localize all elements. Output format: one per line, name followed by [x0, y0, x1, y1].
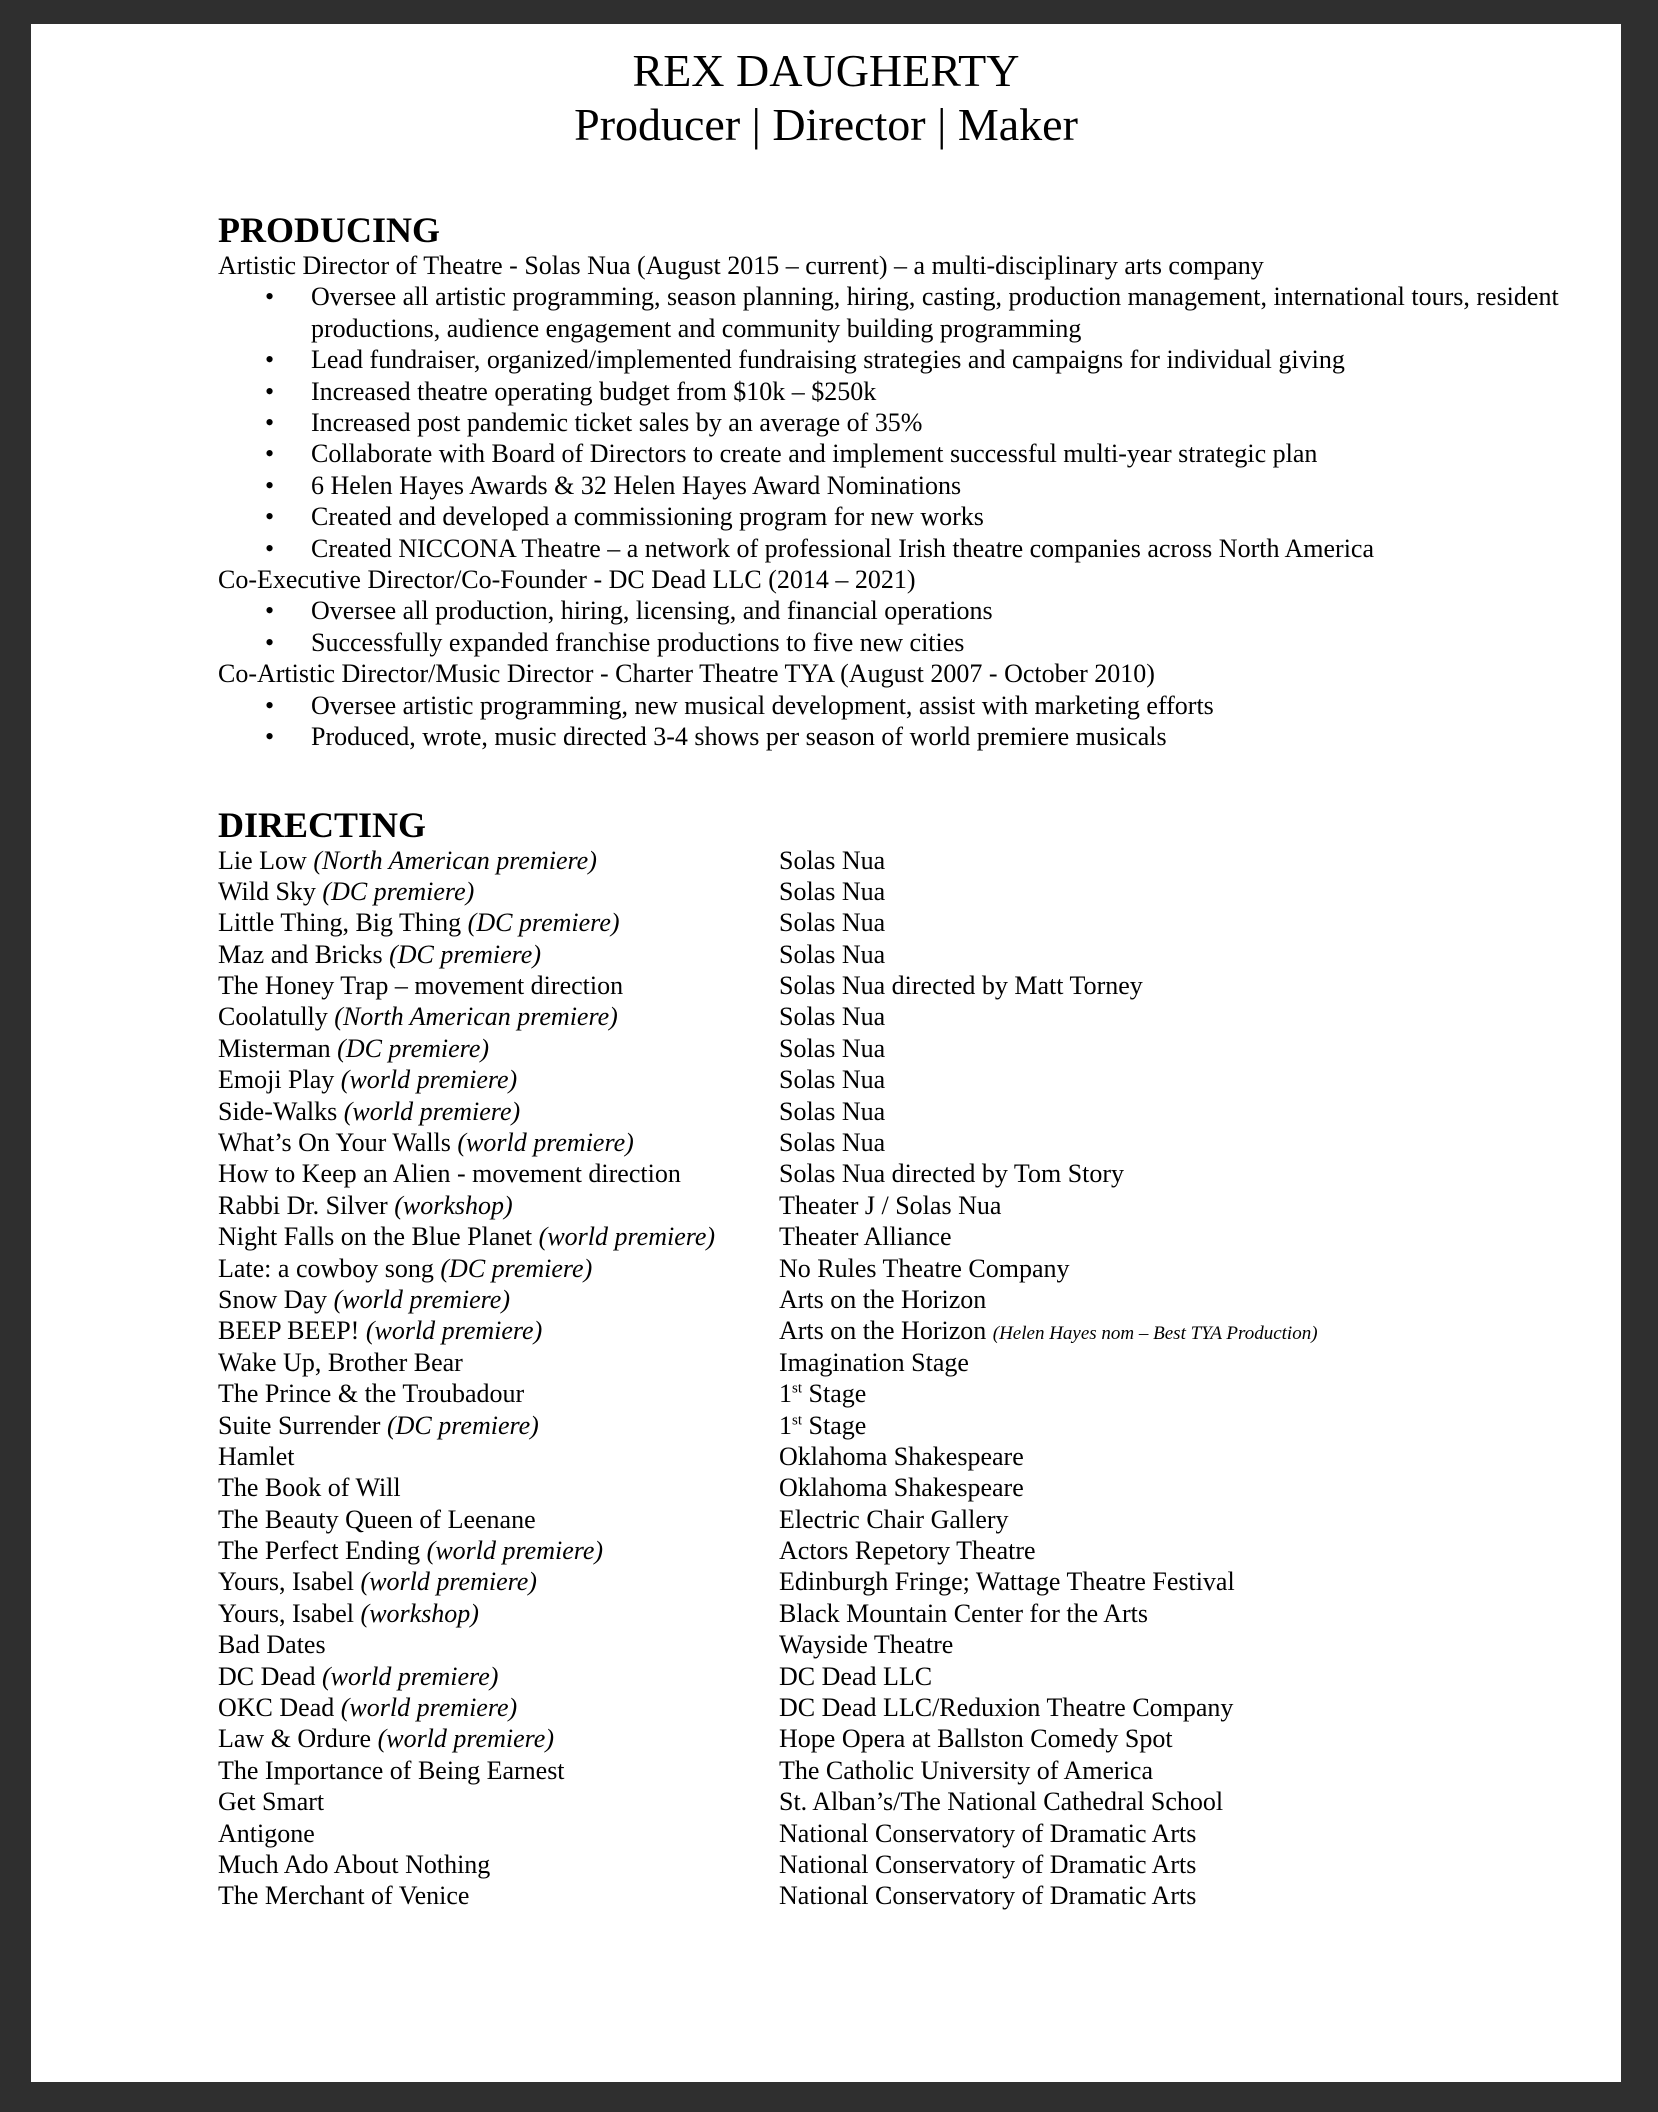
directing-row	[218, 1253, 1598, 1284]
directing-show: What’s On Your Walls	[218, 1128, 451, 1158]
directing-venue-cell	[779, 1347, 969, 1378]
directing-show-cell	[218, 1786, 324, 1817]
producing-bullet: • Created NICCONA Theatre – a network of professional Irish theatre companies across North America	[311, 533, 1598, 564]
directing-row	[218, 1347, 1598, 1378]
producing-role-title: Co-Executive Director/Co-Founder - DC Dead LLC (2014 – 2021)	[218, 565, 916, 595]
directing-venue-cell	[779, 1221, 952, 1252]
directing-show: Side-Walks	[218, 1096, 338, 1126]
directing-row	[218, 1723, 1598, 1754]
directing-row	[218, 1755, 1598, 1786]
directing-venue: Solas Nua	[779, 1128, 886, 1158]
directing-show-cell	[218, 1598, 479, 1629]
directing-venue: DC Dead LLC	[779, 1661, 933, 1691]
directing-show-note: (world premiere)	[340, 1065, 518, 1095]
directing-show-note: (world premiere)	[343, 1096, 521, 1126]
directing-venue-cell	[779, 1880, 1196, 1911]
directing-row	[218, 1472, 1598, 1503]
directing-show: The Honey Trap – movement direction	[218, 971, 624, 1001]
directing-venue: Solas Nua	[779, 1065, 886, 1095]
directing-show: Get Smart	[218, 1787, 325, 1817]
directing-venue-cell	[779, 907, 885, 938]
producing-role-bullets	[218, 281, 1598, 564]
directing-venue-cell	[779, 1441, 1024, 1472]
directing-show: Late: a cowboy song	[218, 1253, 434, 1283]
directing-show-cell	[218, 1566, 537, 1597]
directing-show-note: (world premiere)	[377, 1724, 554, 1754]
directing-show-cell	[218, 1347, 463, 1378]
directing-row	[218, 1378, 1598, 1409]
directing-show-cell	[218, 1410, 539, 1441]
directing-show: Hamlet	[218, 1441, 295, 1471]
producing-roles	[218, 250, 1598, 753]
directing-show-cell	[218, 1190, 513, 1221]
directing-venue-sup: st	[792, 1411, 803, 1428]
directing-show-note: (North American premiere)	[334, 1002, 618, 1032]
directing-venue-cell	[779, 1378, 866, 1409]
directing-show: Wild Sky	[218, 876, 316, 906]
directing-show: BEEP BEEP!	[218, 1316, 360, 1346]
directing-venue: No Rules Theatre Company	[779, 1253, 1070, 1283]
producing-bullet: • 6 Helen Hayes Awards & 32 Helen Hayes Award Nominations	[311, 470, 1598, 501]
directing-show-cell	[218, 1504, 536, 1535]
directing-venue-cell	[779, 1504, 1009, 1535]
directing-venue: 1	[779, 1379, 792, 1409]
directing-row	[218, 876, 1598, 907]
directing-show: The Beauty Queen of Leenane	[218, 1504, 536, 1534]
directing-venue-cell	[779, 1253, 1070, 1284]
directing-venue: Theater Alliance	[779, 1222, 952, 1252]
directing-show-cell	[218, 1692, 517, 1723]
directing-show-note: (world premiere)	[321, 1661, 499, 1691]
directing-venue-cell	[779, 1096, 885, 1127]
directing-show-cell	[218, 1472, 401, 1503]
directing-show-cell	[218, 845, 597, 876]
directing-show: The Merchant of Venice	[218, 1881, 470, 1911]
directing-show-cell	[218, 907, 620, 938]
directing-show: Coolatully	[218, 1002, 328, 1032]
directing-show-cell	[218, 1158, 681, 1189]
person-tagline: Producer | Director | Maker	[574, 99, 1078, 150]
directing-venue-cell	[779, 1158, 1124, 1189]
directing-show: Rabbi Dr. Silver	[218, 1190, 388, 1220]
directing-venue-cell	[779, 1661, 932, 1692]
directing-row	[218, 1786, 1598, 1817]
directing-show: Yours, Isabel	[218, 1567, 355, 1597]
directing-row	[218, 1629, 1598, 1660]
producing-bullet: • Oversee artistic programming, new musical development, assist with marketing efforts	[311, 690, 1598, 721]
directing-row	[218, 1504, 1598, 1535]
directing-show-note: (world premiere)	[457, 1128, 634, 1158]
directing-show-note: (world premiere)	[365, 1316, 543, 1346]
directing-show: DC Dead	[218, 1661, 316, 1691]
directing-row	[218, 1880, 1598, 1911]
directing-show-cell	[218, 1755, 565, 1786]
directing-venue: Edinburgh Fringe; Wattage Theatre Festival	[779, 1567, 1235, 1597]
directing-row	[218, 1221, 1598, 1252]
directing-row	[218, 939, 1598, 970]
directing-row	[218, 1315, 1598, 1346]
directing-venue-sup: st	[792, 1380, 803, 1397]
directing-show-cell	[218, 1127, 634, 1158]
directing-show-cell	[218, 1378, 524, 1409]
directing-show-cell	[218, 1096, 520, 1127]
directing-show: The Perfect Ending	[218, 1536, 421, 1566]
directing-show-note: (DC premiere)	[467, 908, 620, 938]
directing-venue-cell	[779, 1284, 986, 1315]
directing-show-cell	[218, 1629, 326, 1660]
directing-show: Maz and Bricks	[218, 939, 383, 969]
directing-show-cell	[218, 1441, 295, 1472]
directing-row	[218, 1033, 1598, 1064]
directing-venue-cell	[779, 1190, 1001, 1221]
directing-row	[218, 1127, 1598, 1158]
directing-venue: St. Alban’s/The National Cathedral School	[779, 1787, 1224, 1817]
directing-venue: Black Mountain Center for the Arts	[779, 1598, 1148, 1628]
directing-show-cell	[218, 1221, 715, 1252]
directing-venue: Theater J / Solas Nua	[779, 1190, 1002, 1220]
resume-header	[31, 46, 1621, 150]
directing-show-cell	[218, 1064, 517, 1095]
directing-show: Antigone	[218, 1818, 315, 1848]
directing-row	[218, 1410, 1598, 1441]
directing-venue-note: (Helen Hayes nom – Best TYA Production)	[992, 1323, 1318, 1345]
directing-show-cell	[218, 1661, 498, 1692]
directing-venue: Solas Nua directed by Matt Torney	[779, 971, 1143, 1001]
producing-bullet: • Successfully expanded franchise productions to five new cities	[311, 627, 1598, 658]
producing-role-title: Co-Artistic Director/Music Director - Charter Theatre TYA (August 2007 - October 2010)	[218, 659, 1155, 689]
producing-role-title: Artistic Director of Theatre - Solas Nua (August 2015 – current) – a multi-disciplinary arts company	[218, 251, 1264, 280]
directing-row	[218, 970, 1598, 1001]
directing-row	[218, 1692, 1598, 1723]
directing-show-cell	[218, 1880, 469, 1911]
directing-show-note: (world premiere)	[426, 1536, 604, 1566]
directing-venue: Solas Nua	[779, 845, 886, 875]
directing-show-note: (DC premiere)	[337, 1033, 490, 1063]
directing-show: OKC Dead	[218, 1693, 335, 1723]
directing-venue-cell	[779, 1410, 866, 1441]
directing-show: Wake Up, Brother Bear	[218, 1347, 463, 1377]
directing-venue-cell	[779, 1472, 1024, 1503]
directing-venue: Solas Nua	[779, 939, 886, 969]
directing-show-note: (world premiere)	[340, 1693, 518, 1723]
directing-show-note: (world premiere)	[333, 1284, 510, 1314]
directing-venue: National Conservatory of Dramatic Arts	[779, 1850, 1197, 1879]
directing-venue-cell	[779, 1535, 1036, 1566]
resume-page	[31, 24, 1621, 2082]
producing-bullet: • Oversee all production, hiring, licensing, and financial operations	[311, 595, 1598, 626]
directing-show: The Prince & the Troubadour	[218, 1379, 525, 1409]
directing-show: Suite Surrender	[218, 1410, 381, 1440]
directing-venue-rest: Stage	[802, 1379, 867, 1409]
producing-bullet: • Collaborate with Board of Directors to create and implement successful multi-year strategic plan	[311, 438, 1598, 469]
directing-heading: DIRECTING	[218, 804, 427, 845]
producing-role-bullets	[218, 690, 1598, 753]
directing-show-cell	[218, 1849, 490, 1880]
directing-row	[218, 1001, 1598, 1032]
directing-show-note: (DC premiere)	[440, 1253, 593, 1283]
directing-venue-cell	[779, 1849, 1196, 1880]
directing-show: The Book of Will	[218, 1473, 401, 1503]
directing-venue: The Catholic University of America	[779, 1755, 1154, 1785]
directing-venue: DC Dead LLC/Reduxion Theatre Company	[779, 1693, 1234, 1723]
directing-venue: National Conservatory of Dramatic Arts	[779, 1818, 1197, 1848]
producing-bullet: • Lead fundraiser, organized/implemented fundraising strategies and campaigns for individual giving	[311, 344, 1598, 375]
directing-row	[218, 1566, 1598, 1597]
directing-show: The Importance of Being Earnest	[218, 1755, 565, 1785]
directing-row	[218, 845, 1598, 876]
producing-role-bullets	[218, 595, 1598, 658]
producing-bullet: • Increased theatre operating budget from $10k – $250k	[311, 376, 1598, 407]
directing-venue-cell	[779, 1598, 1148, 1629]
directing-show-cell	[218, 1818, 315, 1849]
directing-show-cell	[218, 1535, 603, 1566]
directing-venue: Arts on the Horizon	[779, 1284, 987, 1314]
directing-show: Little Thing, Big Thing	[218, 908, 462, 938]
directing-show-note: (DC premiere)	[322, 876, 475, 906]
producing-bullet: • Created and developed a commissioning program for new works	[311, 501, 1598, 532]
directing-venue-cell	[779, 1064, 885, 1095]
directing-show: How to Keep an Alien - movement direction	[218, 1159, 681, 1189]
directing-show-cell	[218, 1723, 554, 1754]
directing-venue: Solas Nua directed by Tom Story	[779, 1159, 1125, 1189]
directing-row	[218, 1661, 1598, 1692]
directing-show: Bad Dates	[218, 1630, 326, 1660]
directing-venue: Solas Nua	[779, 1033, 886, 1063]
resume-content	[218, 210, 1598, 1912]
directing-venue: Solas Nua	[779, 908, 886, 938]
directing-row	[218, 1096, 1598, 1127]
directing-venue-cell	[779, 1818, 1196, 1849]
directing-row	[218, 1818, 1598, 1849]
directing-venue-cell	[779, 970, 1143, 1001]
directing-venue-rest: Stage	[802, 1410, 867, 1440]
directing-show: Much Ado About Nothing	[218, 1850, 491, 1879]
directing-show-note: (DC premiere)	[389, 939, 541, 969]
directing-venue: Electric Chair Gallery	[779, 1504, 1009, 1534]
directing-venue: Arts on the Horizon	[779, 1316, 987, 1346]
directing-row	[218, 1535, 1598, 1566]
directing-show-cell	[218, 1033, 489, 1064]
directing-row	[218, 1441, 1598, 1472]
producing-bullet: • Increased post pandemic ticket sales by an average of 35%	[311, 407, 1598, 438]
directing-show-cell	[218, 970, 623, 1001]
directing-venue-cell	[779, 1566, 1235, 1597]
directing-show-note: (workshop)	[394, 1190, 513, 1220]
directing-venue: Actors Repetory Theatre	[779, 1536, 1036, 1566]
directing-show: Night Falls on the Blue Planet	[218, 1222, 533, 1252]
directing-row	[218, 1849, 1598, 1880]
producing-bullet: • Produced, wrote, music directed 3-4 shows per season of world premiere musicals	[311, 721, 1598, 752]
directing-venue: Wayside Theatre	[779, 1630, 954, 1660]
directing-venue-cell	[779, 1315, 1318, 1349]
directing-venue-cell	[779, 1755, 1153, 1786]
directing-show-cell	[218, 1284, 510, 1315]
directing-venue-cell	[779, 1692, 1233, 1723]
directing-show-cell	[218, 1315, 542, 1346]
directing-row	[218, 1284, 1598, 1315]
directing-venue: Oklahoma Shakespeare	[779, 1441, 1024, 1471]
directing-venue: Hope Opera at Ballston Comedy Spot	[779, 1724, 1173, 1754]
directing-credits	[218, 845, 1598, 1912]
directing-show: Snow Day	[218, 1284, 328, 1314]
producing-heading: PRODUCING	[218, 210, 440, 250]
directing-row	[218, 1598, 1598, 1629]
directing-show-cell	[218, 939, 541, 970]
directing-venue-cell	[779, 845, 885, 876]
directing-show-cell	[218, 876, 474, 907]
directing-venue-cell	[779, 876, 885, 907]
directing-venue-cell	[779, 1001, 885, 1032]
directing-venue: Solas Nua	[779, 1096, 886, 1126]
directing-row	[218, 1158, 1598, 1189]
directing-venue: 1	[779, 1410, 792, 1440]
directing-show-note: (world premiere)	[538, 1222, 716, 1252]
directing-venue-cell	[779, 1127, 885, 1158]
directing-show-cell	[218, 1001, 618, 1032]
directing-venue-cell	[779, 1033, 885, 1064]
directing-venue: Imagination Stage	[779, 1347, 969, 1377]
directing-show: Emoji Play	[218, 1065, 335, 1095]
directing-venue-cell	[779, 1786, 1223, 1817]
directing-show-note: (DC premiere)	[386, 1410, 539, 1440]
directing-venue: National Conservatory of Dramatic Arts	[779, 1881, 1197, 1911]
directing-row	[218, 1190, 1598, 1221]
directing-show: Lie Low	[218, 845, 307, 875]
directing-venue: Solas Nua	[779, 876, 886, 906]
directing-venue: Solas Nua	[779, 1002, 886, 1032]
directing-venue-cell	[779, 939, 885, 970]
directing-venue: Oklahoma Shakespeare	[779, 1473, 1024, 1503]
directing-row	[218, 907, 1598, 938]
producing-bullet: • Oversee all artistic programming, season planning, hiring, casting, production management, international tours, resident productions, audience engagement and community building programming	[311, 281, 1598, 344]
directing-venue-cell	[779, 1629, 953, 1660]
directing-show: Law & Ordure	[218, 1724, 372, 1754]
directing-show: Misterman	[218, 1033, 331, 1063]
directing-show-note: (world premiere)	[360, 1567, 537, 1597]
directing-show: Yours, Isabel	[218, 1598, 355, 1628]
directing-row	[218, 1064, 1598, 1095]
person-name: REX DAUGHERTY	[632, 45, 1020, 96]
directing-show-note: (workshop)	[360, 1598, 479, 1628]
directing-show-note: (North American premiere)	[313, 845, 597, 875]
directing-show-cell	[218, 1253, 592, 1284]
directing-venue-cell	[779, 1723, 1173, 1754]
